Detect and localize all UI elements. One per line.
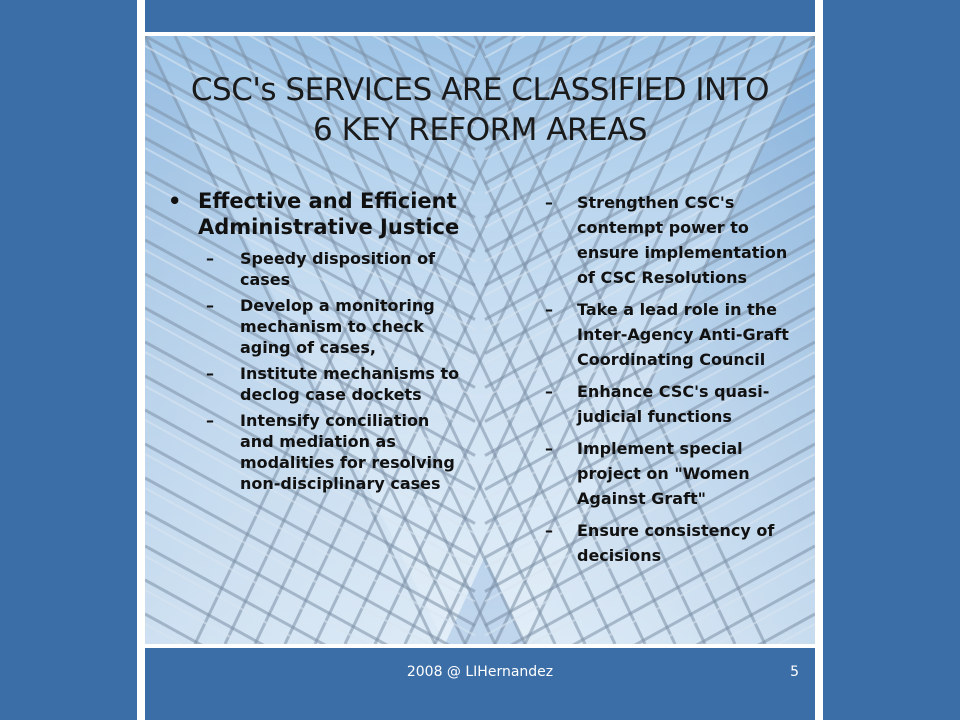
list-item-text: Institute mechanisms to declog case dockets <box>240 364 460 404</box>
list-item <box>537 436 799 511</box>
top-frame-band <box>137 0 823 36</box>
list-item <box>160 363 460 405</box>
main-bullet-text: Effective and Efficient Administrative Justice <box>198 189 460 239</box>
list-item-text: Implement special project on "Women Against Graft" <box>577 439 750 508</box>
list-item-text: Enhance CSC's quasi-judicial functions <box>577 382 770 426</box>
title-line-1: CSC's SERVICES ARE CLASSIFIED INTO <box>190 72 770 108</box>
slide-number: 5 <box>790 664 799 680</box>
dash-mark: – <box>545 193 553 212</box>
dash-mark: – <box>206 249 214 268</box>
dash-mark: – <box>206 411 214 430</box>
left-column <box>160 188 460 499</box>
list-item-text: Intensify conciliation and mediation as modalities for resolving non-disciplinary cases <box>240 411 455 493</box>
dash-mark: – <box>545 300 553 319</box>
dash-mark: – <box>206 296 214 315</box>
slide-title <box>145 70 815 150</box>
list-item-text: Develop a monitoring mechanism to check aging of cases, <box>240 296 435 357</box>
list-item <box>537 190 799 290</box>
list-item-text: Strengthen CSC's contempt power to ensure implementation of CSC Resolutions <box>577 193 788 287</box>
right-column <box>537 190 799 575</box>
list-item <box>160 248 460 290</box>
footer-credit: 2008 @ LIHernandez <box>406 664 554 680</box>
list-item <box>537 518 799 568</box>
title-line-2: 6 KEY REFORM AREAS <box>313 112 647 148</box>
list-item <box>537 379 799 429</box>
dash-mark: – <box>545 439 553 458</box>
dash-mark: – <box>206 364 214 383</box>
bullet-mark: • <box>168 189 182 213</box>
list-item-text: Take a lead role in the Inter-Agency Anti-Graft Coordinating Council <box>577 300 789 369</box>
bottom-frame-band <box>137 648 823 720</box>
main-bullet <box>160 188 460 240</box>
list-item <box>537 297 799 372</box>
list-item-text: Speedy disposition of cases <box>240 249 436 289</box>
dash-mark: – <box>545 521 553 540</box>
dash-mark: – <box>545 382 553 401</box>
list-item-text: Ensure consistency of decisions <box>577 521 775 565</box>
list-item <box>160 295 460 358</box>
list-item <box>160 410 460 494</box>
